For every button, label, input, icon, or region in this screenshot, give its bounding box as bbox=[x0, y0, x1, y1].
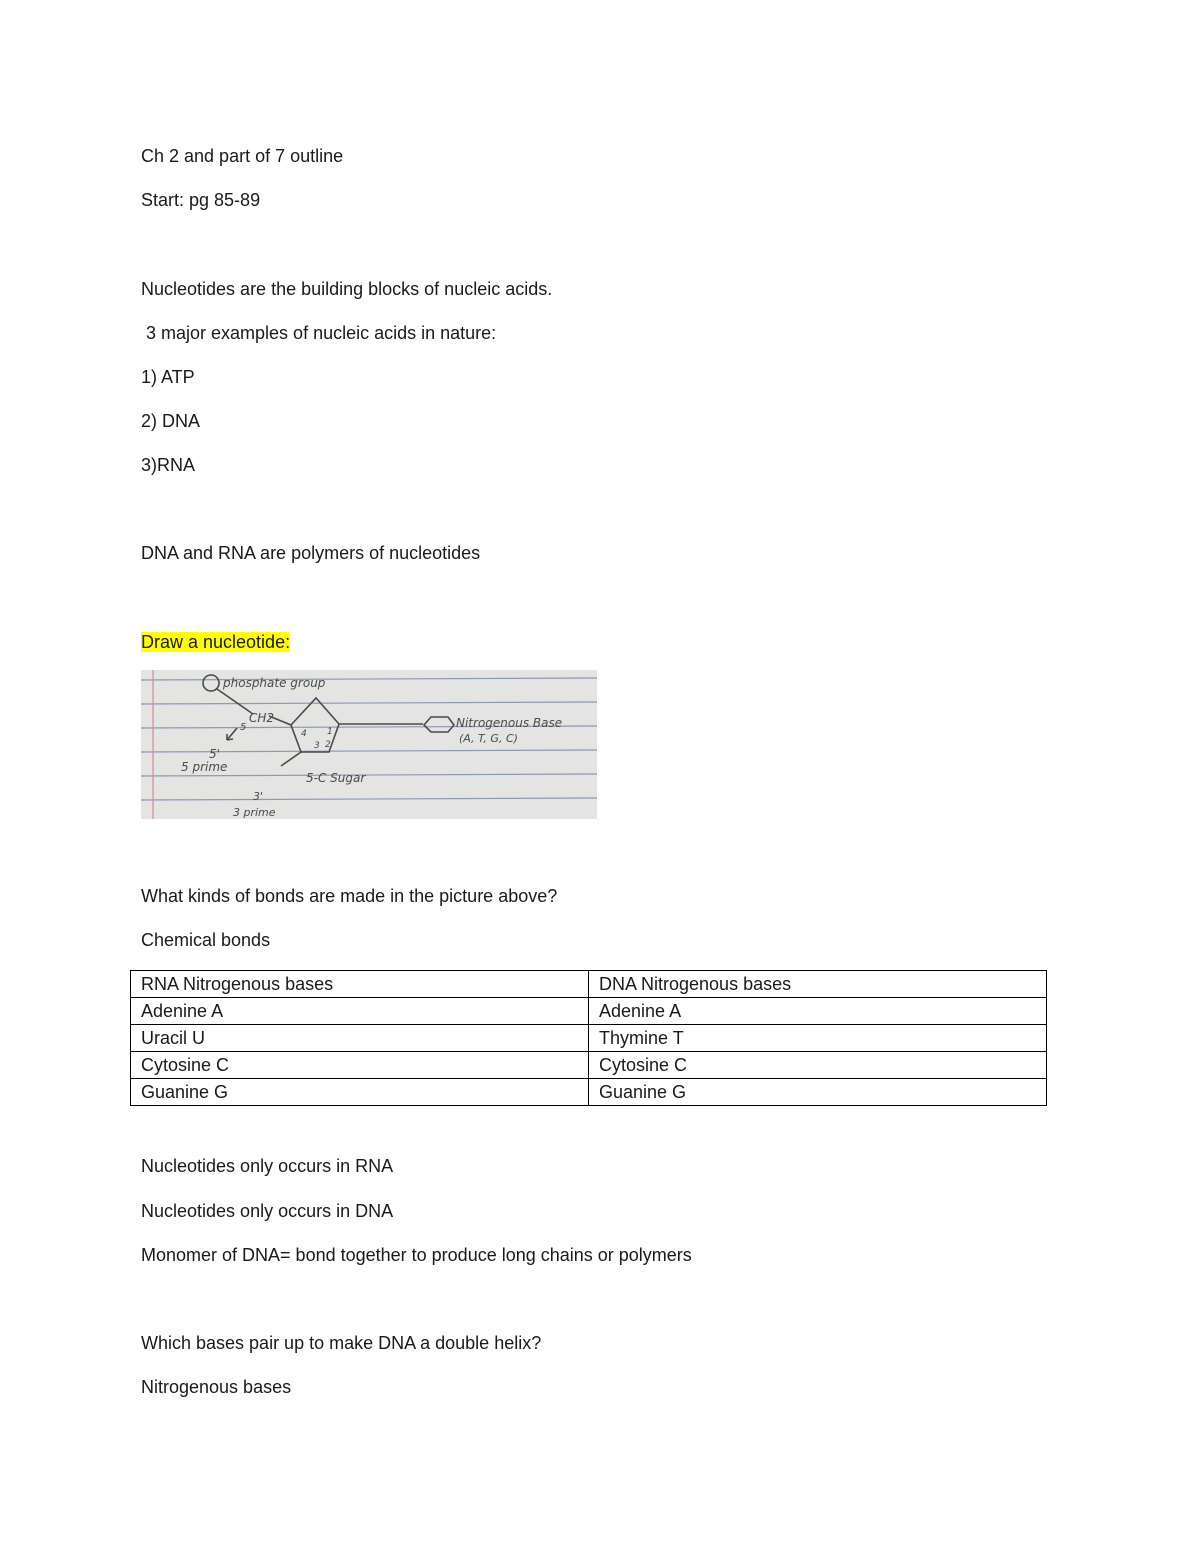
table-cell: Thymine T bbox=[589, 1025, 1047, 1052]
bonds-question: What kinds of bonds are made in the picture above? bbox=[141, 886, 558, 906]
nucleotide-sketch-photo bbox=[141, 670, 597, 819]
dna-only-text: Nucleotides only occurs in DNA bbox=[141, 1201, 394, 1221]
table-cell: Adenine A bbox=[131, 998, 589, 1025]
nitrogenous-bases-table bbox=[130, 970, 1047, 1106]
intro-text: Nucleotides are the building blocks of nucleic acids. bbox=[141, 279, 553, 299]
start-pages: Start: pg 85-89 bbox=[141, 190, 261, 210]
examples-heading: 3 major examples of nucleic acids in nature: bbox=[141, 323, 497, 343]
draw-prompt bbox=[141, 631, 290, 653]
paper-background bbox=[141, 670, 597, 819]
example-item-atp: 1) ATP bbox=[141, 367, 195, 387]
table-row bbox=[131, 1052, 1047, 1079]
helix-answer: Nitrogenous bases bbox=[141, 1377, 292, 1397]
example-item-rna: 3)RNA bbox=[141, 455, 196, 475]
table-row bbox=[131, 1079, 1047, 1106]
base-label: Nitrogenous Base bbox=[456, 716, 563, 730]
table-cell: Cytosine C bbox=[589, 1052, 1047, 1079]
helix-question: Which bases pair up to make DNA a double helix? bbox=[141, 1333, 542, 1353]
table-row bbox=[131, 998, 1047, 1025]
carbon-2-label: 2 bbox=[325, 740, 331, 750]
table-header-dna: DNA Nitrogenous bases bbox=[589, 971, 1047, 998]
example-item-dna: 2) DNA bbox=[141, 411, 201, 431]
carbon-4-label: 4 bbox=[301, 729, 307, 739]
table-cell: Adenine A bbox=[589, 998, 1047, 1025]
three-prime-label: 3 prime bbox=[233, 806, 276, 819]
sugar-label: 5-C Sugar bbox=[306, 771, 366, 785]
highlighted-text: Draw a nucleotide: bbox=[141, 632, 291, 652]
table-header-rna: RNA Nitrogenous bases bbox=[131, 971, 589, 998]
table-row bbox=[131, 1025, 1047, 1052]
table-cell: Cytosine C bbox=[131, 1052, 589, 1079]
table-cell: Uracil U bbox=[131, 1025, 589, 1052]
ch2-label: CH2 bbox=[249, 711, 275, 725]
carbon-3-label: 3 bbox=[314, 741, 320, 751]
bonds-answer: Chemical bonds bbox=[141, 930, 271, 950]
polymers-text: DNA and RNA are polymers of nucleotides bbox=[141, 543, 481, 563]
page-title: Ch 2 and part of 7 outline bbox=[141, 146, 344, 166]
base-letters-label: (A, T, G, C) bbox=[459, 732, 518, 745]
table-header-row bbox=[131, 971, 1047, 998]
carbon-1-label: 1 bbox=[327, 727, 333, 737]
carbon-5-label: 5 bbox=[240, 722, 247, 733]
five-prime-label: 5 prime bbox=[181, 760, 228, 774]
table-cell: Guanine G bbox=[589, 1079, 1047, 1106]
monomer-text: Monomer of DNA= bond together to produce long chains or polymers bbox=[141, 1245, 692, 1265]
table-cell: Guanine G bbox=[131, 1079, 589, 1106]
five-prime-mark: 5' bbox=[209, 747, 220, 761]
phosphate-label: phosphate group bbox=[223, 676, 326, 690]
three-prime-mark: 3' bbox=[253, 790, 264, 803]
rna-only-text: Nucleotides only occurs in RNA bbox=[141, 1156, 394, 1176]
